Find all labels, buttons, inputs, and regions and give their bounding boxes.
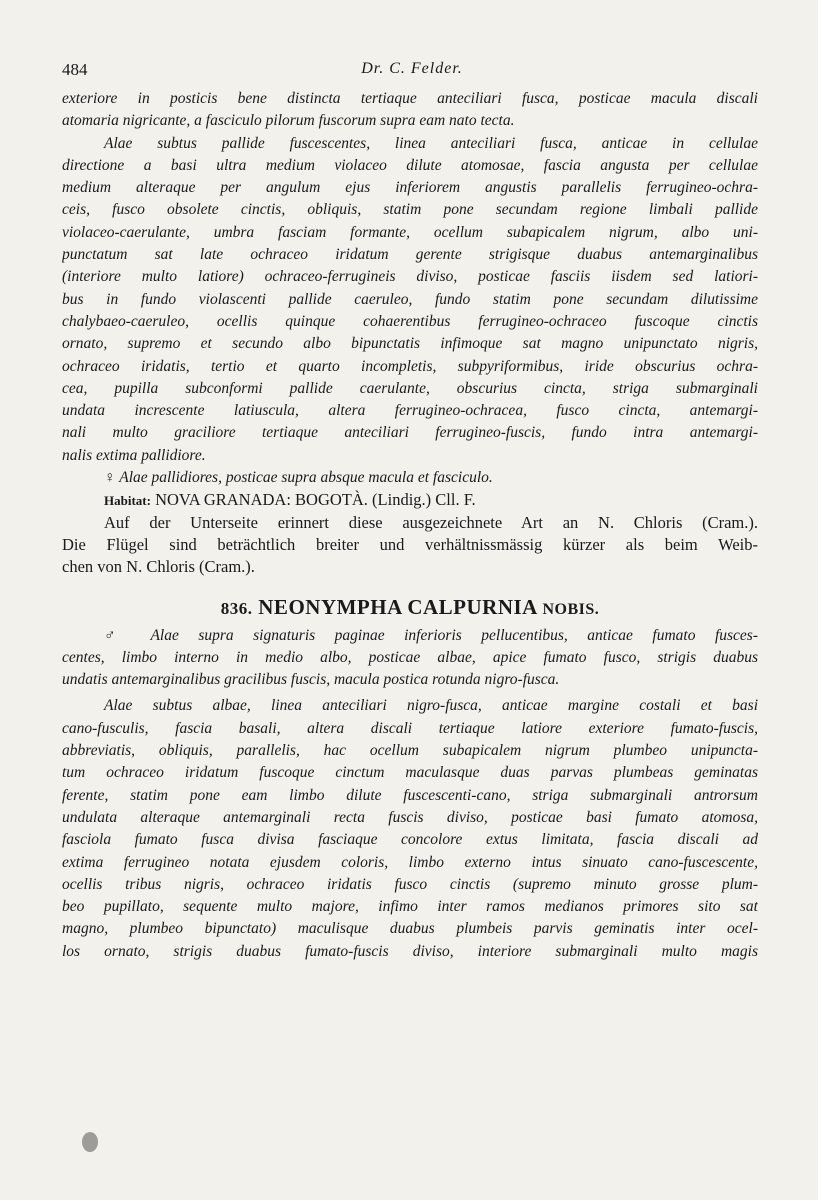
text-line: ferente, statim pone eam limbo dilute fuscescenti-cano, striga submarginali antrorsum	[62, 786, 758, 804]
text-line: tum ochraceo iridatum fuscoque cinctum maculasque duas parvas plumbeas geminatas	[62, 764, 758, 782]
text-line: undatis antemarginalibus gracilibus fuscis, macula postica rotunda nigro-fusca.	[62, 671, 560, 689]
text-line: cano-fusculis, fascia basali, altera discali tertiaque latiore exteriore fumato-fuscis,	[62, 719, 758, 737]
paragraph-2	[62, 133, 758, 467]
species-heading	[62, 589, 758, 625]
species-number: 836.	[220, 598, 253, 618]
habitat-label: Habitat:	[104, 493, 151, 509]
text-line: ocellis tribus nigris, ochraceo iridatis fusco cinctis (supremo minuto grosse plum-	[62, 875, 758, 893]
text-line: nalis extima pallidiore.	[62, 446, 206, 464]
paragraph-4	[62, 695, 758, 963]
text-line: directione a basi ultra medium violaceo dilute atomosae, fascia angusta per cellulae	[62, 156, 758, 174]
text-line: fasciola fumato fusca divisa fasciaque concolore extus limitata, fascia discali ad	[62, 831, 758, 849]
text-line: nali multo graciliore tertiaque anteciliari ferrugineo-fuscis, fundo intra antemargi-	[62, 424, 758, 442]
female-description: ♀ Alae pallidiores, posticae supra absque macula et fasciculo.	[104, 469, 493, 487]
text-line: chalybaeo-caeruleo, ocellis quinque cohaerentibus ferrugineo-ochraceo fuscoque cinctis	[62, 312, 758, 330]
text-line: extima ferrugineo notata ejusdem coloris, limbo externo intus sinuato cano-fuscescente,	[62, 853, 758, 871]
text-line: ochraceo iridatis, tertio et quarto incompletis, subpyriformibus, iride obscurius ochra-	[62, 357, 758, 375]
habitat-text: NOVA GRANADA: BOGOTÀ. (Lindig.) Cll. F.	[155, 490, 476, 510]
german-note	[62, 512, 758, 579]
text-line: atomaria nigricante, a fasciculo pilorum fuscorum supra eam nato tecta.	[62, 112, 515, 130]
text-line: ♂ Alae supra signaturis paginae inferioris pellucentibus, anticae fumato fusces-	[104, 626, 758, 644]
paragraph-1	[62, 88, 758, 133]
running-head: Dr. C. Felder.	[361, 60, 463, 77]
page-number: 484	[62, 60, 88, 79]
text-line: Alae subtus pallide fuscescentes, linea anteciliari fusca, anticae in cellulae	[104, 134, 758, 152]
text-line: undulata alteraque antemarginali recta fuscis diviso, posticae basi fumato atomosa,	[62, 808, 758, 826]
paragraph-3	[62, 625, 758, 692]
text-line: medium alteraque per angulum ejus inferiorem angustis parallelis ferrugineo-ochra-	[62, 179, 758, 197]
text-line: los ornato, strigis duabus fumato-fuscis diviso, interiore submarginali multo magis	[62, 942, 758, 960]
text-line: magno, plumbeo bipunctato) maculisque duabus plumbeis parvis geminatis inter ocel-	[62, 920, 758, 938]
page-header	[62, 60, 762, 86]
text-line: violaceo-caerulante, umbra fasciam formante, ocellum subapicalem nigrum, albo uni-	[62, 223, 758, 241]
text-line: abbreviatis, obliquis, parallelis, hac ocellum subapicalem nigrum plumbeo unipuncta-	[62, 742, 758, 760]
text-line: centes, limbo interno in medio albo, posticae albae, apice fumato fusco, strigis duabus	[62, 648, 758, 666]
text-line: punctatum sat late ochraceo iridatum gerente strigisque duabus antemarginalibus	[62, 246, 758, 264]
text-line: Die Flügel sind beträchtlich breiter und verhältnissmässig kürzer als beim Weib-	[62, 534, 758, 554]
text-line: ceis, fusco obsolete cinctis, obliquis, statim pone secundam regione limbali pallide	[62, 201, 758, 219]
text-line: ornato, supremo et secundo albo bipunctatis infimoque sat magno unipunctato nigris,	[62, 335, 758, 353]
text-line: cea, pupilla subconformi pallide caerulante, obscurius cincta, striga submarginali	[62, 379, 758, 397]
species-name: NEONYMPHA CALPURNIA	[258, 594, 537, 619]
text-line: exteriore in posticis bene distincta tertiaque anteciliari fusca, posticae macula discali	[62, 90, 758, 107]
page-body	[62, 88, 758, 963]
text-line: Auf der Unterseite erinnert diese ausgezeichnete Art an N. Chloris (Cram.).	[104, 512, 758, 532]
text-line: bus in fundo violascenti pallide caeruleo, fundo statim pone secundam dilutissime	[62, 290, 758, 308]
text-line: undata increscente latiuscula, altera ferrugineo-ochracea, fusco cincta, antemargi-	[62, 402, 758, 420]
text-line: Alae subtus albae, linea anteciliari nigro-fusca, anticae margine costali et basi	[104, 697, 758, 715]
species-author: NOBIS.	[542, 600, 600, 618]
text-line: chen von N. Chloris (Cram.).	[62, 557, 255, 577]
text-line: (interiore multo latiore) ochraceo-ferrugineis diviso, posticae fasciis iisdem sed latiori-	[62, 268, 758, 286]
habitat-line	[62, 489, 758, 511]
scan-blemish	[82, 1132, 98, 1152]
text-line: beo pupillato, sequente multo majore, infimo inter ramos medianos primores sito sat	[62, 898, 758, 916]
